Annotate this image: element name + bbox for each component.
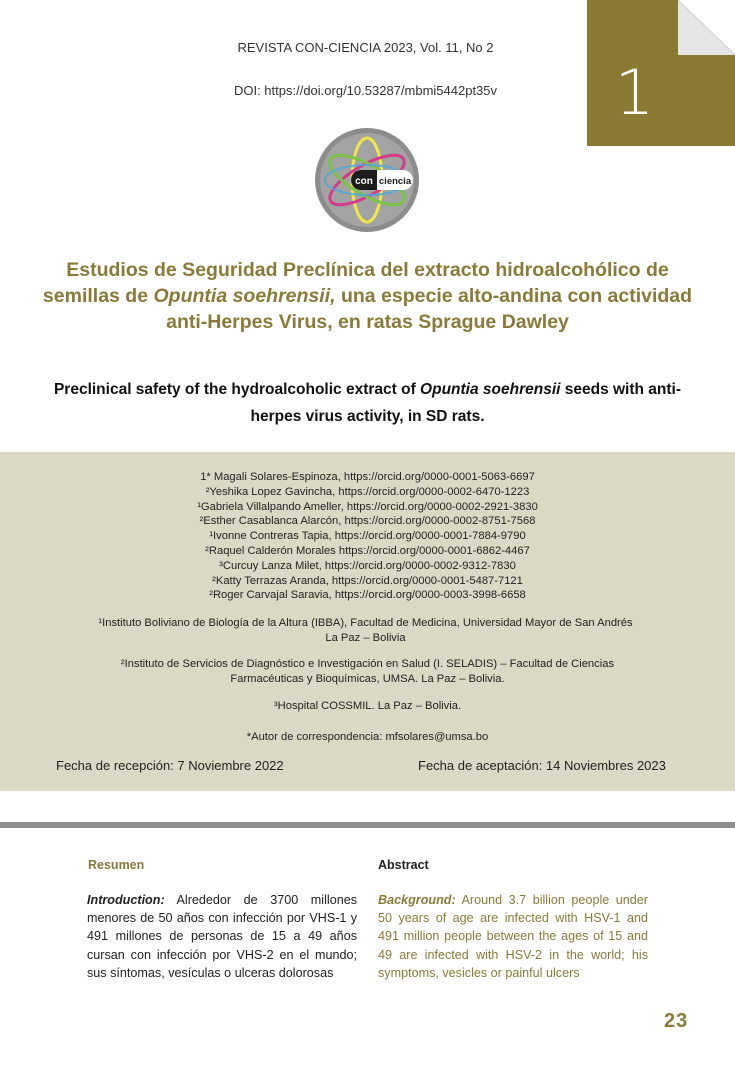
author-line[interactable]: ²Raquel Calderón Morales https://orcid.org/0000-0001-6862-4467: [205, 544, 530, 557]
chapter-number: 1: [614, 56, 655, 129]
author-line[interactable]: ²Katty Terrazas Aranda, https://orcid.org/0000-0001-5487-7121: [212, 574, 523, 587]
doi-link[interactable]: DOI: https://doi.org/10.53287/mbmi5442pt35v: [233, 83, 498, 98]
logo-text-ciencia: ciencia: [378, 176, 412, 187]
accepted-date: Fecha de aceptación: 14 Noviembres 2023: [418, 758, 666, 773]
affiliation-1: ¹Instituto Boliviano de Biología de la Altura (IBBA), Facultad de Medicina, Universidad Mayor de San Andrés La Paz – Bolivia: [98, 617, 633, 644]
author-list: [0, 470, 735, 603]
author-line[interactable]: ³Curcuy Lanza Milet, https://orcid.org/0000-0002-9312-7830: [219, 559, 516, 572]
resumen-heading: Resumen: [88, 858, 145, 872]
affiliation-2: ²Instituto de Servicios de Diagnóstico e Investigación en Salud (I. SELADIS) – Facultad de Ciencias Farmacéuticas y Bioquímicas, UMSA. La Paz – Bolivia.: [120, 658, 615, 685]
conciencia-logo: [313, 126, 421, 234]
resumen-text: Introduction: Alrededor de 3700 millones menores de 50 años con infección por VHS-1 y 491 millones de personas de 15 a 49 años cursan con infección por VHS-2 en el mundo; sus síntomas, vesículas o ulceras dolorosas: [87, 893, 357, 980]
abstract-text: Background: Around 3.7 billion people under 50 years of age are infected with HSV-1 and 491 million people between the ages of 15 and 49 are infected with HSV-2 in the world; his symptoms, vesicles or painful ulcers: [378, 893, 648, 980]
affiliation-3: ³Hospital COSSMIL. La Paz – Bolivia.: [273, 700, 462, 712]
species-name-en: Opuntia soehrensii: [420, 381, 561, 398]
logo-text-con: con: [355, 176, 373, 187]
author-line[interactable]: 1* Magali Solares-Espinoza, https://orcid.org/0000-0001-5063-6697: [200, 471, 535, 483]
author-line[interactable]: ¹Ivonne Contreras Tapia, https://orcid.org/0000-0001-7884-9790: [209, 530, 526, 543]
author-line[interactable]: ²Esther Casablanca Alarcón, https://orcid.org/0000-0002-8751-7568: [199, 515, 536, 528]
section-divider: [0, 822, 735, 828]
author-line[interactable]: ¹Gabriela Villalpando Ameller, https://orcid.org/0000-0002-2921-3830: [197, 500, 538, 513]
journal-header: REVISTA CON-CIENCIA 2023, Vol. 11, No 2: [237, 40, 494, 55]
abstract-heading: Abstract: [378, 858, 429, 872]
page-number: 23: [664, 1010, 689, 1032]
author-line[interactable]: ²Roger Carvajal Saravia, https://orcid.org/0000-0003-3998-6658: [209, 589, 526, 602]
article-title: Estudios de Seguridad Preclínica del extracto hidroalcohólico de semillas de Opuntia soehrensii, una especie alto-andina con actividad anti-Herpes Virus, en ratas Sprague Dawley: [42, 259, 693, 333]
article-subtitle: Preclinical safety of the hydroalcoholic extract of Opuntia soehrensii seeds with anti-herpes virus activity, in SD rats.: [53, 381, 682, 425]
correspondence-email[interactable]: *Autor de correspondencia: mfsolares@umsa.bo: [246, 731, 489, 743]
author-line[interactable]: ²Yeshika Lopez Gavincha, https://orcid.org/0000-0002-6470-1223: [205, 485, 530, 498]
received-date: Fecha de recepción: 7 Noviembre 2022: [56, 758, 284, 773]
page-curl-icon: [678, 0, 735, 55]
species-name: Opuntia soehrensii,: [153, 285, 336, 307]
authors-panel: [0, 452, 735, 791]
